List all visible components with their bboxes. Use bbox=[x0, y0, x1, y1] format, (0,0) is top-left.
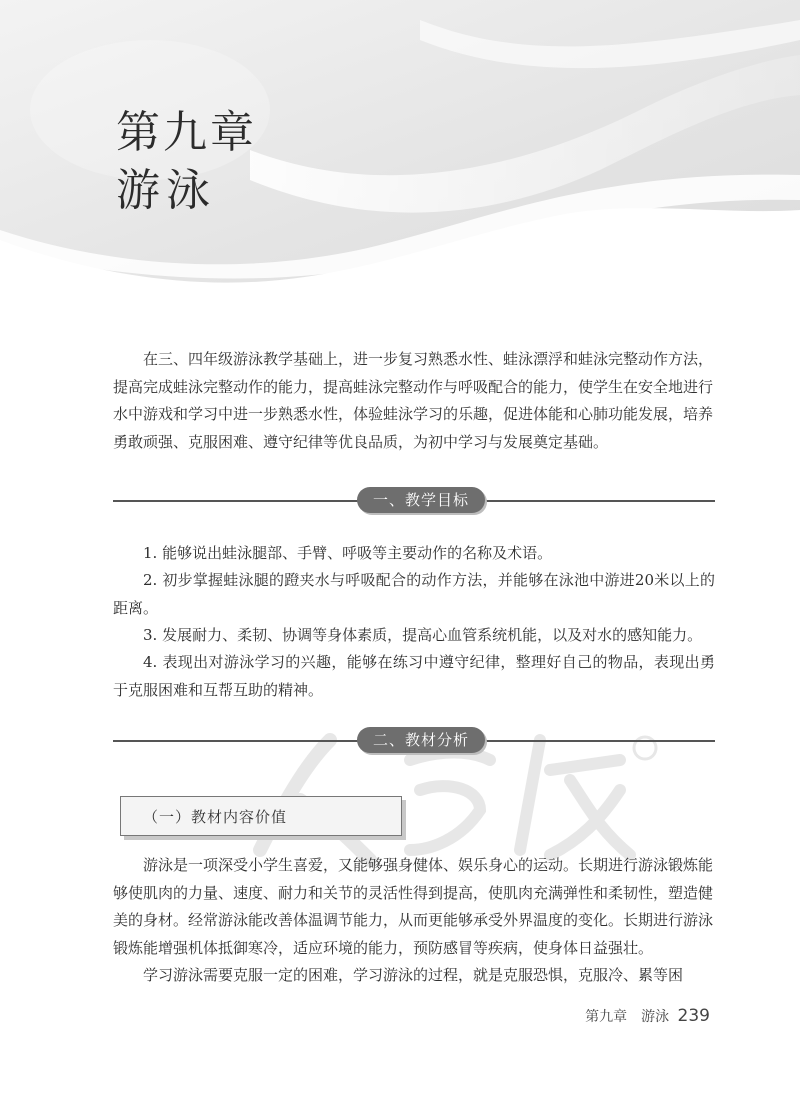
objective-item: 2. 初步掌握蛙泳腿的蹬夹水与呼吸配合的动作方法，并能够在泳池中游进20米以上的距离。 bbox=[113, 571, 715, 617]
intro-paragraph: 在三、四年级游泳教学基础上，进一步复习熟悉水性、蛙泳漂浮和蛙泳完整动作方法，提高完成蛙泳完整动作的能力，提高蛙泳完整动作与呼吸配合的能力，使学生在安全地进行水中游戏和学习中进一步熟悉水性，体验蛙泳学习的乐趣，促进体能和心肺功能发展，培养勇敢顽强、克服困难、遵守纪律等优良品质，为初中学习与发展奠定基础。 bbox=[113, 350, 714, 451]
subsection-heading: （一）教材内容价值 bbox=[143, 808, 288, 826]
chapter-header-banner bbox=[0, 0, 800, 290]
subsection-heading-box bbox=[120, 796, 402, 836]
objective-item: 1. 能够说出蛙泳腿部、手臂、呼吸等主要动作的名称及术语。 bbox=[143, 544, 553, 562]
chapter-number: 第九章 bbox=[116, 107, 257, 158]
section-divider-objectives bbox=[113, 486, 715, 516]
section-divider-analysis bbox=[113, 726, 715, 756]
running-head: 第九章 游泳 bbox=[585, 1009, 670, 1025]
page-number: 239 bbox=[677, 1006, 710, 1026]
body-paragraph: 游泳是一项深受小学生喜爱，又能够强身健体、娱乐身心的运动。长期进行游泳锻炼能够使肌肉的力量、速度、耐力和关节的灵活性得到提高，使肌肉充满弹性和柔韧性，塑造健美的身材。经常游泳能改善体温调节能力，从而更能够承受外界温度的变化。长期进行游泳锻炼能增强机体抵御寒冷，适应环境的能力，预防感冒等疾病，使身体日益强壮。 bbox=[113, 856, 714, 957]
body-paragraph: 学习游泳需要克服一定的困难，学习游泳的过程，就是克服恐惧，克服冷、累等困 bbox=[143, 966, 684, 984]
chapter-title: 游泳 bbox=[116, 165, 216, 216]
section-heading-objectives: 一、教学目标 bbox=[357, 487, 485, 513]
page-footer bbox=[585, 1006, 710, 1026]
objective-item: 3. 发展耐力、柔韧、协调等身体素质，提高心血管系统机能，以及对水的感知能力。 bbox=[143, 626, 703, 644]
section-heading-analysis: 二、教材分析 bbox=[357, 727, 485, 753]
objective-item: 4. 表现出对游泳学习的兴趣，能够在练习中遵守纪律，整理好自己的物品，表现出勇于克服困难和互帮互助的精神。 bbox=[113, 653, 715, 699]
